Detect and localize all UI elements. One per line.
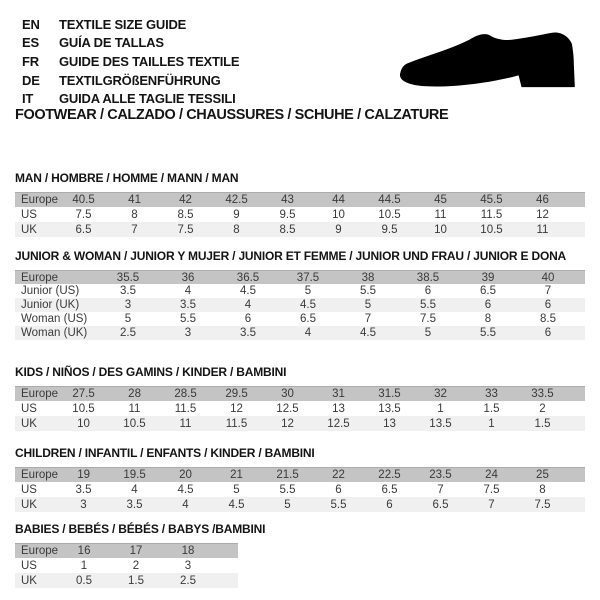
table-row bbox=[15, 222, 585, 237]
table-row bbox=[15, 573, 238, 588]
table-title-junior-woman: JUNIOR & WOMAN / JUNIOR Y MUJER / JUNIOR ET FEMME / JUNIOR UND FRAU / JUNIOR E DONA bbox=[15, 249, 567, 263]
size-value-cell: 19.5 bbox=[123, 469, 146, 481]
size-value-cell: 7 bbox=[544, 285, 552, 297]
size-value-cell: 43 bbox=[281, 194, 294, 206]
size-value-cell: 12 bbox=[230, 402, 243, 415]
size-value-cell: 3 bbox=[184, 559, 192, 572]
section-kids bbox=[15, 366, 585, 431]
size-table-children bbox=[15, 467, 585, 512]
size-value-cell: 12 bbox=[281, 417, 294, 430]
size-value-cell: 7.5 bbox=[534, 498, 551, 511]
size-value-cell: 42.5 bbox=[225, 194, 248, 206]
row-label: US bbox=[21, 483, 37, 496]
size-value-cell: 5 bbox=[424, 327, 432, 339]
table-header-row bbox=[15, 543, 238, 558]
size-value-cell: 3 bbox=[80, 498, 87, 511]
table-header-row bbox=[15, 386, 585, 401]
row-label: Woman (US) bbox=[21, 313, 88, 325]
size-value-cell: 19 bbox=[77, 469, 90, 481]
row-label: US bbox=[21, 559, 37, 572]
size-value-cell: 5.5 bbox=[279, 483, 296, 496]
language-label: GUIDE DES TAILLES TEXTILE bbox=[59, 53, 240, 69]
table-row bbox=[15, 558, 238, 573]
row-label: UK bbox=[21, 417, 37, 430]
size-value-cell: 5 bbox=[304, 285, 312, 297]
size-value-cell: 1 bbox=[488, 417, 495, 430]
size-value-cell: 28 bbox=[128, 388, 141, 400]
size-value-cell: 33 bbox=[485, 388, 498, 400]
size-value-cell: 36.5 bbox=[236, 271, 260, 284]
size-value-cell: 29.5 bbox=[225, 388, 248, 400]
table-row bbox=[15, 312, 585, 326]
language-code: ES bbox=[22, 35, 39, 51]
size-value-cell: 13.5 bbox=[378, 402, 401, 415]
size-value-cell: 40.5 bbox=[72, 194, 95, 206]
category-heading: FOOTWEAR / CALZADO / CHAUSSURES / SCHUHE / CALZATURE bbox=[15, 107, 449, 123]
row-label: Europe bbox=[21, 545, 59, 557]
size-value-cell: 8.5 bbox=[177, 208, 194, 221]
size-value-cell: 11 bbox=[536, 223, 549, 236]
size-table-babies bbox=[15, 543, 238, 588]
size-value-cell: 31 bbox=[332, 388, 345, 400]
size-value-cell: 22.5 bbox=[378, 469, 401, 481]
size-value-cell: 9.5 bbox=[279, 208, 296, 221]
size-value-cell: 35.5 bbox=[116, 271, 140, 284]
size-value-cell: 4 bbox=[131, 483, 138, 496]
size-table-junior-woman bbox=[15, 270, 585, 340]
size-value-cell: 4.5 bbox=[240, 285, 256, 297]
size-value-cell: 11.5 bbox=[225, 417, 248, 430]
row-label: UK bbox=[21, 574, 37, 587]
row-label: UK bbox=[21, 498, 37, 511]
size-value-cell: 11 bbox=[434, 208, 447, 221]
size-value-cell: 9 bbox=[335, 223, 342, 236]
size-value-cell: 1.5 bbox=[534, 417, 551, 430]
size-value-cell: 38.5 bbox=[416, 271, 440, 284]
size-value-cell: 5.5 bbox=[330, 498, 347, 511]
row-label: UK bbox=[21, 223, 37, 236]
size-value-cell: 28.5 bbox=[174, 388, 197, 400]
section-children bbox=[15, 447, 585, 512]
size-value-cell: 5.5 bbox=[180, 313, 196, 325]
table-title-kids: KIDS / NIÑOS / DES GAMINS / KINDER / BAMBINI bbox=[15, 365, 287, 379]
size-value-cell: 42 bbox=[179, 194, 192, 206]
language-row-de bbox=[22, 71, 239, 90]
size-value-cell: 12 bbox=[536, 208, 549, 221]
size-value-cell: 6.5 bbox=[381, 483, 398, 496]
size-value-cell: 4 bbox=[304, 327, 312, 339]
size-value-cell: 1 bbox=[80, 559, 88, 572]
table-row bbox=[15, 207, 585, 222]
language-label: GUÍA DE TALLAS bbox=[59, 35, 164, 51]
size-value-cell: 23.5 bbox=[429, 469, 452, 481]
size-value-cell: 7 bbox=[437, 483, 444, 496]
size-value-cell: 13 bbox=[332, 402, 345, 415]
language-label: TEXTILE SIZE GUIDE bbox=[59, 16, 187, 32]
language-row-it bbox=[22, 89, 239, 108]
size-value-cell: 6.5 bbox=[300, 313, 316, 325]
size-value-cell: 10.5 bbox=[123, 417, 146, 430]
size-value-cell: 8.5 bbox=[279, 223, 296, 236]
size-value-cell: 25 bbox=[536, 469, 549, 481]
size-value-cell: 11.5 bbox=[174, 402, 197, 415]
size-value-cell: 12.5 bbox=[276, 402, 299, 415]
size-value-cell: 7 bbox=[364, 313, 372, 325]
size-value-cell: 5 bbox=[233, 483, 240, 496]
size-value-cell: 7.5 bbox=[75, 208, 92, 221]
size-value-cell: 7 bbox=[131, 223, 138, 236]
size-value-cell: 30 bbox=[281, 388, 294, 400]
size-value-cell: 27.5 bbox=[72, 388, 95, 400]
size-value-cell: 5 bbox=[284, 498, 291, 511]
size-value-cell: 10.5 bbox=[72, 402, 95, 415]
size-value-cell: 5 bbox=[124, 313, 132, 325]
size-value-cell: 33.5 bbox=[531, 388, 554, 400]
size-value-cell: 8 bbox=[233, 223, 240, 236]
table-header-row bbox=[15, 467, 585, 482]
size-value-cell: 5.5 bbox=[360, 285, 376, 297]
table-row bbox=[15, 482, 585, 497]
size-value-cell: 8 bbox=[131, 208, 138, 221]
table-row bbox=[15, 326, 585, 340]
size-value-cell: 17 bbox=[129, 545, 143, 557]
size-value-cell: 2.5 bbox=[120, 327, 136, 339]
size-value-cell: 10.5 bbox=[378, 208, 401, 221]
size-value-cell: 1.5 bbox=[483, 402, 500, 415]
table-title-children: CHILDREN / INFANTIL / ENFANTS / KINDER / BAMBINI bbox=[15, 446, 315, 460]
dress-shoe-icon bbox=[392, 25, 585, 99]
size-value-cell: 24 bbox=[485, 469, 498, 481]
size-value-cell: 6 bbox=[424, 285, 432, 297]
table-header-row bbox=[15, 192, 585, 207]
language-row-en bbox=[22, 15, 239, 34]
size-value-cell: 45.5 bbox=[480, 194, 503, 206]
row-label: Europe bbox=[21, 271, 59, 284]
size-value-cell: 10 bbox=[77, 417, 90, 430]
size-value-cell: 21 bbox=[230, 469, 243, 481]
size-value-cell: 3.5 bbox=[240, 327, 256, 339]
size-value-cell: 39 bbox=[481, 271, 495, 284]
language-code: DE bbox=[22, 72, 40, 88]
size-table-man bbox=[15, 192, 585, 237]
size-tables-area bbox=[15, 172, 585, 588]
size-value-cell: 6 bbox=[335, 483, 342, 496]
table-title-man: MAN / HOMBRE / HOMME / MANN / MAN bbox=[15, 171, 239, 185]
size-value-cell: 45 bbox=[434, 194, 447, 206]
size-value-cell: 6 bbox=[544, 327, 552, 339]
size-value-cell: 2 bbox=[132, 559, 140, 572]
size-value-cell: 4.5 bbox=[228, 498, 245, 511]
size-value-cell: 32 bbox=[434, 388, 447, 400]
language-code: EN bbox=[22, 16, 40, 32]
size-value-cell: 2 bbox=[539, 402, 546, 415]
section-junior-woman bbox=[15, 250, 585, 340]
section-man bbox=[15, 172, 585, 237]
language-title-block bbox=[22, 15, 239, 108]
size-value-cell: 6.5 bbox=[480, 285, 496, 297]
size-value-cell: 11 bbox=[128, 402, 141, 415]
size-value-cell: 3.5 bbox=[126, 498, 143, 511]
size-value-cell: 3 bbox=[184, 327, 192, 339]
table-row bbox=[15, 497, 585, 512]
size-value-cell: 10 bbox=[332, 208, 345, 221]
size-value-cell: 3.5 bbox=[180, 299, 196, 311]
size-table-kids bbox=[15, 386, 585, 431]
size-value-cell: 3.5 bbox=[75, 483, 92, 496]
size-value-cell: 7.5 bbox=[177, 223, 194, 236]
table-header-row bbox=[15, 270, 585, 284]
size-value-cell: 18 bbox=[181, 545, 195, 557]
table-row bbox=[15, 284, 585, 298]
size-value-cell: 1 bbox=[437, 402, 444, 415]
size-value-cell: 20 bbox=[179, 469, 192, 481]
size-value-cell: 4 bbox=[182, 498, 189, 511]
size-value-cell: 3.5 bbox=[120, 285, 136, 297]
table-row bbox=[15, 298, 585, 312]
size-value-cell: 10 bbox=[434, 223, 447, 236]
language-label: TEXTILGRÖßENFÜHRUNG bbox=[59, 72, 221, 88]
row-label: US bbox=[21, 402, 37, 415]
row-label: Junior (US) bbox=[21, 285, 80, 297]
size-value-cell: 7 bbox=[488, 498, 495, 511]
size-value-cell: 4.5 bbox=[360, 327, 376, 339]
size-value-cell: 5.5 bbox=[420, 299, 436, 311]
size-value-cell: 36 bbox=[181, 271, 195, 284]
size-value-cell: 46 bbox=[536, 194, 549, 206]
language-label: GUIDA ALLE TAGLIE TESSILI bbox=[59, 91, 236, 107]
size-value-cell: 2.5 bbox=[180, 574, 196, 587]
size-value-cell: 6 bbox=[544, 299, 552, 311]
language-code: IT bbox=[22, 91, 34, 107]
size-value-cell: 4 bbox=[184, 285, 192, 297]
size-value-cell: 44 bbox=[332, 194, 345, 206]
size-value-cell: 16 bbox=[77, 545, 91, 557]
size-value-cell: 22 bbox=[332, 469, 345, 481]
size-value-cell: 5 bbox=[364, 299, 372, 311]
size-value-cell: 4.5 bbox=[177, 483, 194, 496]
row-label: Woman (UK) bbox=[21, 327, 88, 339]
size-value-cell: 44.5 bbox=[378, 194, 401, 206]
size-value-cell: 40 bbox=[541, 271, 555, 284]
size-value-cell: 37.5 bbox=[296, 271, 320, 284]
size-value-cell: 6.5 bbox=[432, 498, 449, 511]
size-value-cell: 13.5 bbox=[429, 417, 452, 430]
row-label: Europe bbox=[21, 388, 59, 400]
table-title-babies: BABIES / BEBÉS / BÉBÉS / BABYS /BAMBINI bbox=[15, 522, 266, 536]
size-value-cell: 11 bbox=[179, 417, 192, 430]
language-code: FR bbox=[22, 53, 39, 69]
size-value-cell: 6.5 bbox=[75, 223, 92, 236]
size-value-cell: 7.5 bbox=[420, 313, 436, 325]
size-value-cell: 10.5 bbox=[480, 223, 503, 236]
row-label: US bbox=[21, 208, 37, 221]
size-value-cell: 4 bbox=[244, 299, 252, 311]
size-value-cell: 0.5 bbox=[76, 574, 92, 587]
size-value-cell: 8 bbox=[539, 483, 546, 496]
size-value-cell: 6 bbox=[244, 313, 252, 325]
size-value-cell: 1.5 bbox=[128, 574, 144, 587]
size-value-cell: 11.5 bbox=[480, 208, 503, 221]
size-value-cell: 21.5 bbox=[276, 469, 299, 481]
size-value-cell: 6 bbox=[484, 299, 492, 311]
language-row-es bbox=[22, 34, 239, 53]
size-value-cell: 5.5 bbox=[480, 327, 496, 339]
language-row-fr bbox=[22, 52, 239, 71]
size-value-cell: 9 bbox=[233, 208, 240, 221]
size-value-cell: 7.5 bbox=[483, 483, 500, 496]
size-value-cell: 9.5 bbox=[381, 223, 398, 236]
size-value-cell: 3 bbox=[124, 299, 132, 311]
size-value-cell: 38 bbox=[361, 271, 375, 284]
size-value-cell: 8.5 bbox=[540, 313, 556, 325]
size-value-cell: 31.5 bbox=[378, 388, 401, 400]
size-value-cell: 12.5 bbox=[327, 417, 350, 430]
table-row bbox=[15, 401, 585, 416]
size-value-cell: 41 bbox=[128, 194, 141, 206]
size-value-cell: 13 bbox=[383, 417, 396, 430]
size-value-cell: 4.5 bbox=[300, 299, 316, 311]
section-babies bbox=[15, 523, 585, 588]
row-label: Europe bbox=[21, 194, 59, 206]
table-row bbox=[15, 416, 585, 431]
size-value-cell: 8 bbox=[484, 313, 492, 325]
size-value-cell: 6 bbox=[386, 498, 393, 511]
row-label: Junior (UK) bbox=[21, 299, 80, 311]
row-label: Europe bbox=[21, 469, 59, 481]
